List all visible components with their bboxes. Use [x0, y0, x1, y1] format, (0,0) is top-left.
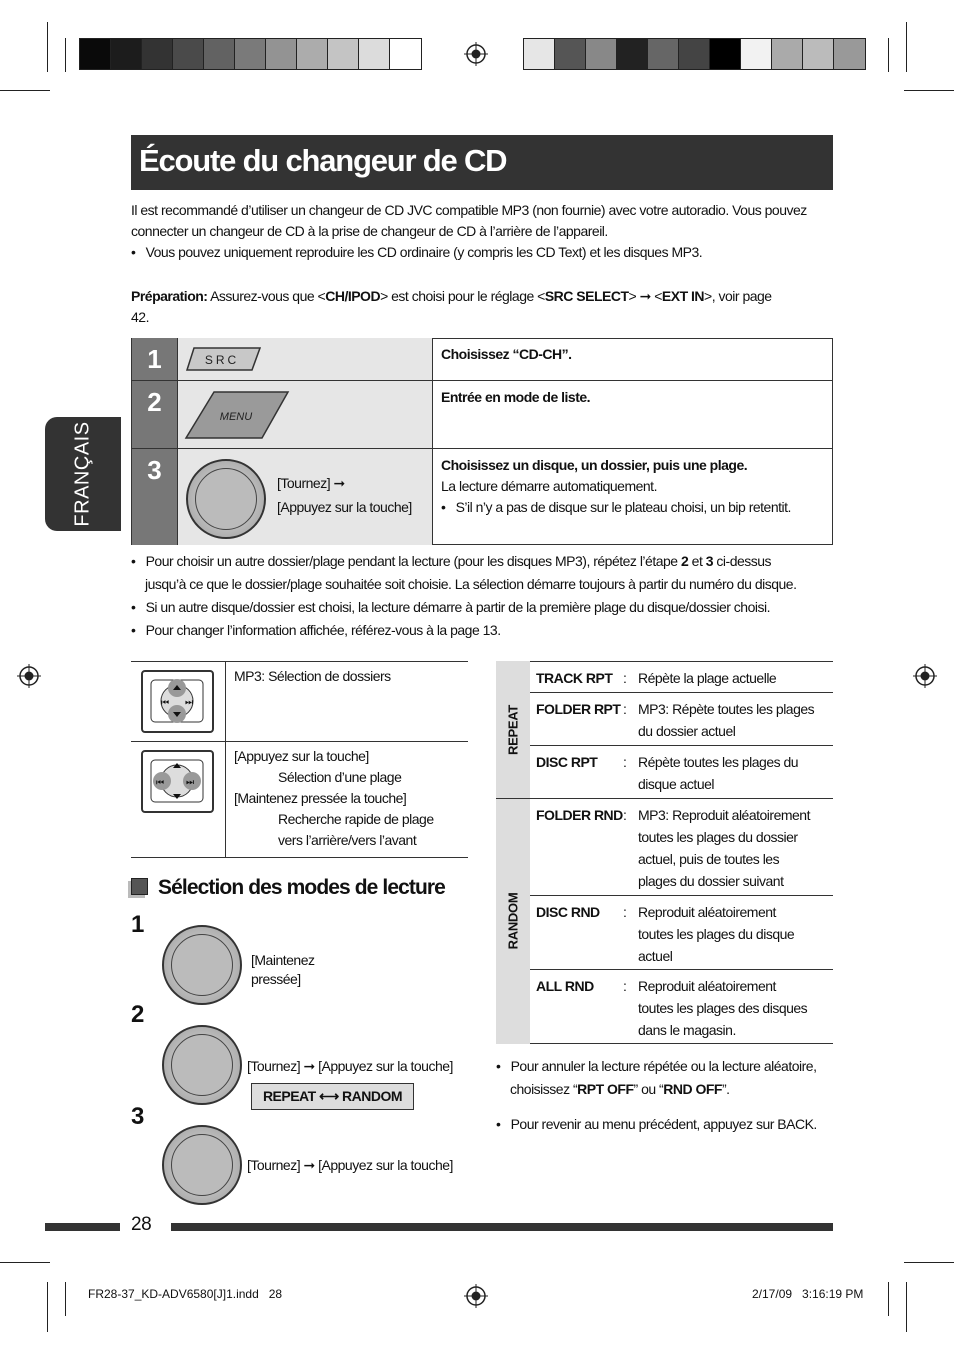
mode-key: DISC RPT — [536, 754, 598, 770]
control-knob-icon — [162, 1125, 242, 1205]
src-button-icon — [186, 347, 262, 371]
svg-text:⏭: ⏭ — [186, 778, 195, 788]
intro-bullet: • Vous pouvez uniquement reproduire les CD ordinaire (y compris les CD Text) et les disques MP3. — [131, 244, 703, 260]
arrow-right-icon: ➞ — [333, 475, 345, 491]
step-description — [433, 338, 832, 380]
divider — [530, 692, 833, 693]
note-text: Pour changer l’information affichée, référez-vous à la page 13. — [145, 622, 501, 638]
step-subtext: La lecture démarre automatiquement. — [441, 478, 657, 494]
step-bullet-text: S’il n’y a pas de disque sur le plateau choisi, un bip retentit. — [455, 499, 791, 515]
mode-key: ALL RND — [536, 978, 594, 994]
press-label: [Appuyez sur la touche] — [318, 1157, 453, 1173]
registration-mark-icon — [464, 1284, 488, 1308]
step-description — [433, 381, 832, 448]
control-line: [Maintenez pressée la touche] — [234, 790, 407, 806]
control-line: vers l’arrière/vers l’avant — [278, 832, 417, 848]
control-line: [Appuyez sur la touche] — [234, 748, 369, 764]
step-image — [177, 449, 433, 545]
turn-label: [Tournez] — [277, 475, 331, 491]
slug-filename: FR28-37_KD-ADV6580[J]1.indd 28 — [88, 1287, 283, 1301]
step-heading: Entrée en mode de liste. — [441, 389, 591, 405]
mode-colon: : — [623, 754, 627, 770]
mode-value-line: MP3: Reproduit aléatoirement — [638, 807, 810, 823]
footnote-text: ”. — [721, 1081, 730, 1097]
pill-repeat: REPEAT — [262, 1088, 316, 1104]
footnote-text: Pour annuler la lecture répétée ou la lecture aléatoire, — [510, 1058, 817, 1074]
crop-mark — [906, 22, 907, 72]
note-text: Si un autre disque/dossier est choisi, la lecture démarre à partir de la première plage du disque/dossier choisi. — [145, 599, 770, 615]
divider — [530, 969, 833, 970]
mode-value-line: actuel, puis de toutes les — [638, 851, 780, 867]
preparation-paragraph — [131, 286, 831, 328]
note-key: 3 — [705, 553, 714, 569]
step-heading: Choisissez “CD-CH”. — [441, 346, 572, 362]
step-image — [177, 338, 433, 380]
control-knob-icon — [186, 459, 266, 539]
mode-value-line: actuel — [638, 948, 673, 964]
play-modes-table — [496, 661, 833, 1044]
arrow-right-icon: ➞ — [303, 1157, 315, 1173]
intro-bullet-text: Vous pouvez uniquement reproduire les CD ordinaire (y compris les CD Text) et les disques MP3. — [145, 244, 703, 260]
crop-mark — [65, 38, 66, 72]
step-heading: Choisissez un disque, un dossier, puis une plage. — [441, 457, 748, 473]
mode-value-line: Reproduit aléatoirement — [638, 904, 776, 920]
footnote-key: RPT OFF — [577, 1081, 634, 1097]
registration-mark-icon — [913, 664, 937, 688]
divider — [131, 661, 468, 662]
notes-list — [131, 550, 841, 642]
mode-key: TRACK RPT — [536, 670, 613, 686]
color-bar-right — [523, 38, 866, 70]
preparation-text: > — [628, 288, 637, 304]
mode-colon: : — [623, 904, 627, 920]
note-item: • Si un autre disque/dossier est choisi, la lecture démarre à partir de la première plage du disque/dossier choisi. — [131, 599, 770, 615]
crop-mark — [904, 90, 954, 91]
crop-mark — [0, 90, 50, 91]
step-number: 2 — [131, 1001, 144, 1028]
steps-table — [131, 338, 833, 545]
knob-instruction — [247, 1056, 453, 1077]
step-number: 3 — [131, 1103, 144, 1130]
knob-instructions — [277, 471, 437, 519]
preparation-text: > est choisi pour le réglage < — [380, 288, 545, 304]
footnote-item: • Pour revenir au menu précédent, appuyez sur BACK. — [496, 1116, 817, 1132]
divider — [131, 857, 468, 858]
svg-text:⏮: ⏮ — [161, 698, 170, 708]
mode-value-line: Répète toutes les plages du — [638, 754, 799, 770]
note-text: et — [691, 553, 703, 569]
step-row — [132, 338, 832, 380]
menu-button-label: MENU — [219, 411, 253, 423]
random-group-label: RANDOM — [505, 892, 521, 950]
step-row — [132, 380, 832, 448]
mode-value-line: dans le magasin. — [638, 1022, 736, 1038]
note-text: Pour choisir un autre dossier/plage pendant la lecture (pour les disques MP3), répétez l’étape — [145, 553, 678, 569]
knob-label-line: pressée] — [251, 971, 301, 987]
knob-label-line: [Maintenez — [251, 952, 315, 968]
pill-random: RANDOM — [342, 1088, 403, 1104]
divider — [530, 1043, 833, 1044]
mode-value-line: toutes les plages du disque — [638, 926, 795, 942]
crop-mark — [65, 1282, 66, 1316]
control-line: Sélection d’une plage — [278, 769, 402, 785]
mode-value — [638, 975, 833, 1041]
src-button-label: SRC — [204, 353, 240, 367]
crop-mark — [906, 1282, 907, 1332]
control-description — [234, 746, 464, 851]
note-key: 2 — [680, 553, 689, 569]
mode-value-line: Reproduit aléatoirement — [638, 978, 776, 994]
repeat-group-label: REPEAT — [505, 704, 521, 755]
control-description: MP3: Sélection de dossiers — [234, 668, 391, 684]
footnotes — [496, 1055, 841, 1136]
note-item: • Pour changer l’information affichée, référez-vous à la page 13. — [131, 622, 501, 638]
mode-value-line: du dossier actuel — [638, 723, 736, 739]
intro-paragraph — [131, 200, 841, 263]
random-group — [496, 798, 530, 1044]
preparation-text: Assurez-vous que < — [210, 288, 326, 304]
double-arrow-icon: ⟷ — [319, 1088, 339, 1104]
mode-value-line: MP3: Répète toutes les plages — [638, 701, 815, 717]
step-number: 2 — [132, 381, 177, 448]
divider — [496, 798, 833, 799]
intro-line: Il est recommandé d’utiliser un changeur de CD JVC compatible MP3 (non fournie) avec votre autoradio. Vous pouvez — [131, 202, 807, 218]
step-row — [132, 448, 832, 545]
svg-text:⏮: ⏮ — [156, 778, 165, 788]
mode-key: DISC RND — [536, 904, 600, 920]
language-tab — [45, 417, 121, 531]
control-knob-icon — [162, 1025, 242, 1105]
mode-value — [638, 667, 833, 689]
divider — [225, 661, 226, 857]
svg-text:⏭: ⏭ — [185, 698, 194, 708]
footnote-item: • Pour annuler la lecture répétée ou la lecture aléatoire, — [496, 1058, 817, 1074]
note-text: ci-dessus — [716, 553, 772, 569]
mode-value-line: Répète la plage actuelle — [638, 670, 777, 686]
divider — [131, 741, 468, 742]
section-heading: Sélection des modes de lecture — [158, 876, 445, 899]
crop-mark — [0, 1262, 50, 1263]
title-bar — [131, 135, 833, 190]
mode-colon: : — [623, 978, 627, 994]
step-bullet: • S’il n’y a pas de disque sur le plateau choisi, un bip retentit. — [441, 499, 791, 515]
crop-mark — [47, 1282, 48, 1332]
footnote-text: Pour revenir au menu précédent, appuyez sur BACK. — [510, 1116, 817, 1132]
footnote-text: ” ou “ — [633, 1081, 664, 1097]
preparation-text: < — [654, 288, 662, 304]
step-number: 1 — [131, 911, 144, 938]
mode-key: FOLDER RPT — [536, 701, 621, 717]
arrow-right-icon: ➞ — [639, 288, 651, 304]
preparation-line: 42. — [131, 309, 149, 325]
control-pad-leftright-icon — [141, 750, 214, 813]
footer-rule-left — [45, 1223, 120, 1231]
registration-mark-icon — [464, 42, 488, 66]
preparation-key: SRC SELECT — [544, 288, 629, 304]
mode-colon: : — [623, 807, 627, 823]
mode-toggle-label — [251, 1083, 414, 1110]
repeat-group — [496, 661, 530, 798]
crop-mark — [47, 22, 48, 72]
crop-mark — [904, 1262, 954, 1263]
mode-colon: : — [623, 670, 627, 686]
step-number: 3 — [132, 449, 177, 545]
mode-value-line: disque actuel — [638, 776, 715, 792]
section-marker-icon — [131, 878, 148, 895]
preparation-key: EXT IN — [661, 288, 705, 304]
control-line: Recherche rapide de plage — [278, 811, 434, 827]
footer-rule-right — [171, 1223, 833, 1231]
control-pad-updown-icon — [141, 670, 214, 733]
turn-label: [Tournez] — [247, 1157, 301, 1173]
mode-value — [638, 901, 833, 967]
mode-key: FOLDER RND — [536, 807, 623, 823]
control-knob-icon — [162, 925, 242, 1005]
footnote-text: choisissez “ — [510, 1081, 578, 1097]
mode-value — [638, 751, 833, 795]
mode-value-line: plages du dossier suivant — [638, 873, 784, 889]
step-number: 1 — [132, 338, 177, 380]
preparation-line — [131, 286, 831, 307]
page-number: 28 — [131, 1214, 152, 1235]
crop-mark — [888, 1282, 889, 1316]
divider — [530, 895, 833, 896]
divider — [530, 661, 833, 662]
step-description — [433, 449, 832, 545]
mode-value — [638, 804, 833, 892]
footnote-continuation — [496, 1078, 841, 1101]
crop-mark — [888, 38, 889, 72]
language-label: FRANÇAIS — [71, 421, 94, 527]
note-continuation: jusqu’à ce que le dossier/plage souhaitée soit choisie. La sélection démarre toujours à partir du numéro du disque. — [145, 576, 797, 592]
knob-instruction: [Appuyez sur la touche] — [277, 499, 412, 515]
menu-button-icon — [184, 390, 290, 440]
intro-line: connecter un changeur de CD à la prise de changeur de CD à l’arrière de l’appareil. — [131, 223, 608, 239]
step-image — [177, 381, 433, 448]
arrow-right-icon: ➞ — [303, 1058, 315, 1074]
footnote-key: RND OFF — [663, 1081, 722, 1097]
preparation-label: Préparation: — [131, 288, 208, 304]
note-item: • Pour choisir un autre dossier/plage pendant la lecture (pour les disques MP3), répétez l’étape 2 et 3 ci-dessus — [131, 553, 772, 569]
knob-label — [251, 951, 314, 989]
mode-colon: : — [623, 701, 627, 717]
preparation-text: >, voir page — [704, 288, 772, 304]
divider — [530, 745, 833, 746]
mode-value-line: toutes les plages des disques — [638, 1000, 808, 1016]
mode-value-line: toutes les plages du dossier — [638, 829, 798, 845]
preparation-key: CH/IPOD — [325, 288, 381, 304]
press-label: [Appuyez sur la touche] — [318, 1058, 453, 1074]
color-bar-left — [79, 38, 422, 70]
turn-label: [Tournez] — [247, 1058, 301, 1074]
knob-instruction — [247, 1155, 453, 1176]
mode-value — [638, 698, 833, 742]
slug-timestamp: 2/17/09 3:16:19 PM — [752, 1287, 864, 1301]
registration-mark-icon — [17, 664, 41, 688]
knob-instruction — [277, 471, 437, 495]
page-title: Écoute du changeur de CD — [139, 143, 507, 178]
